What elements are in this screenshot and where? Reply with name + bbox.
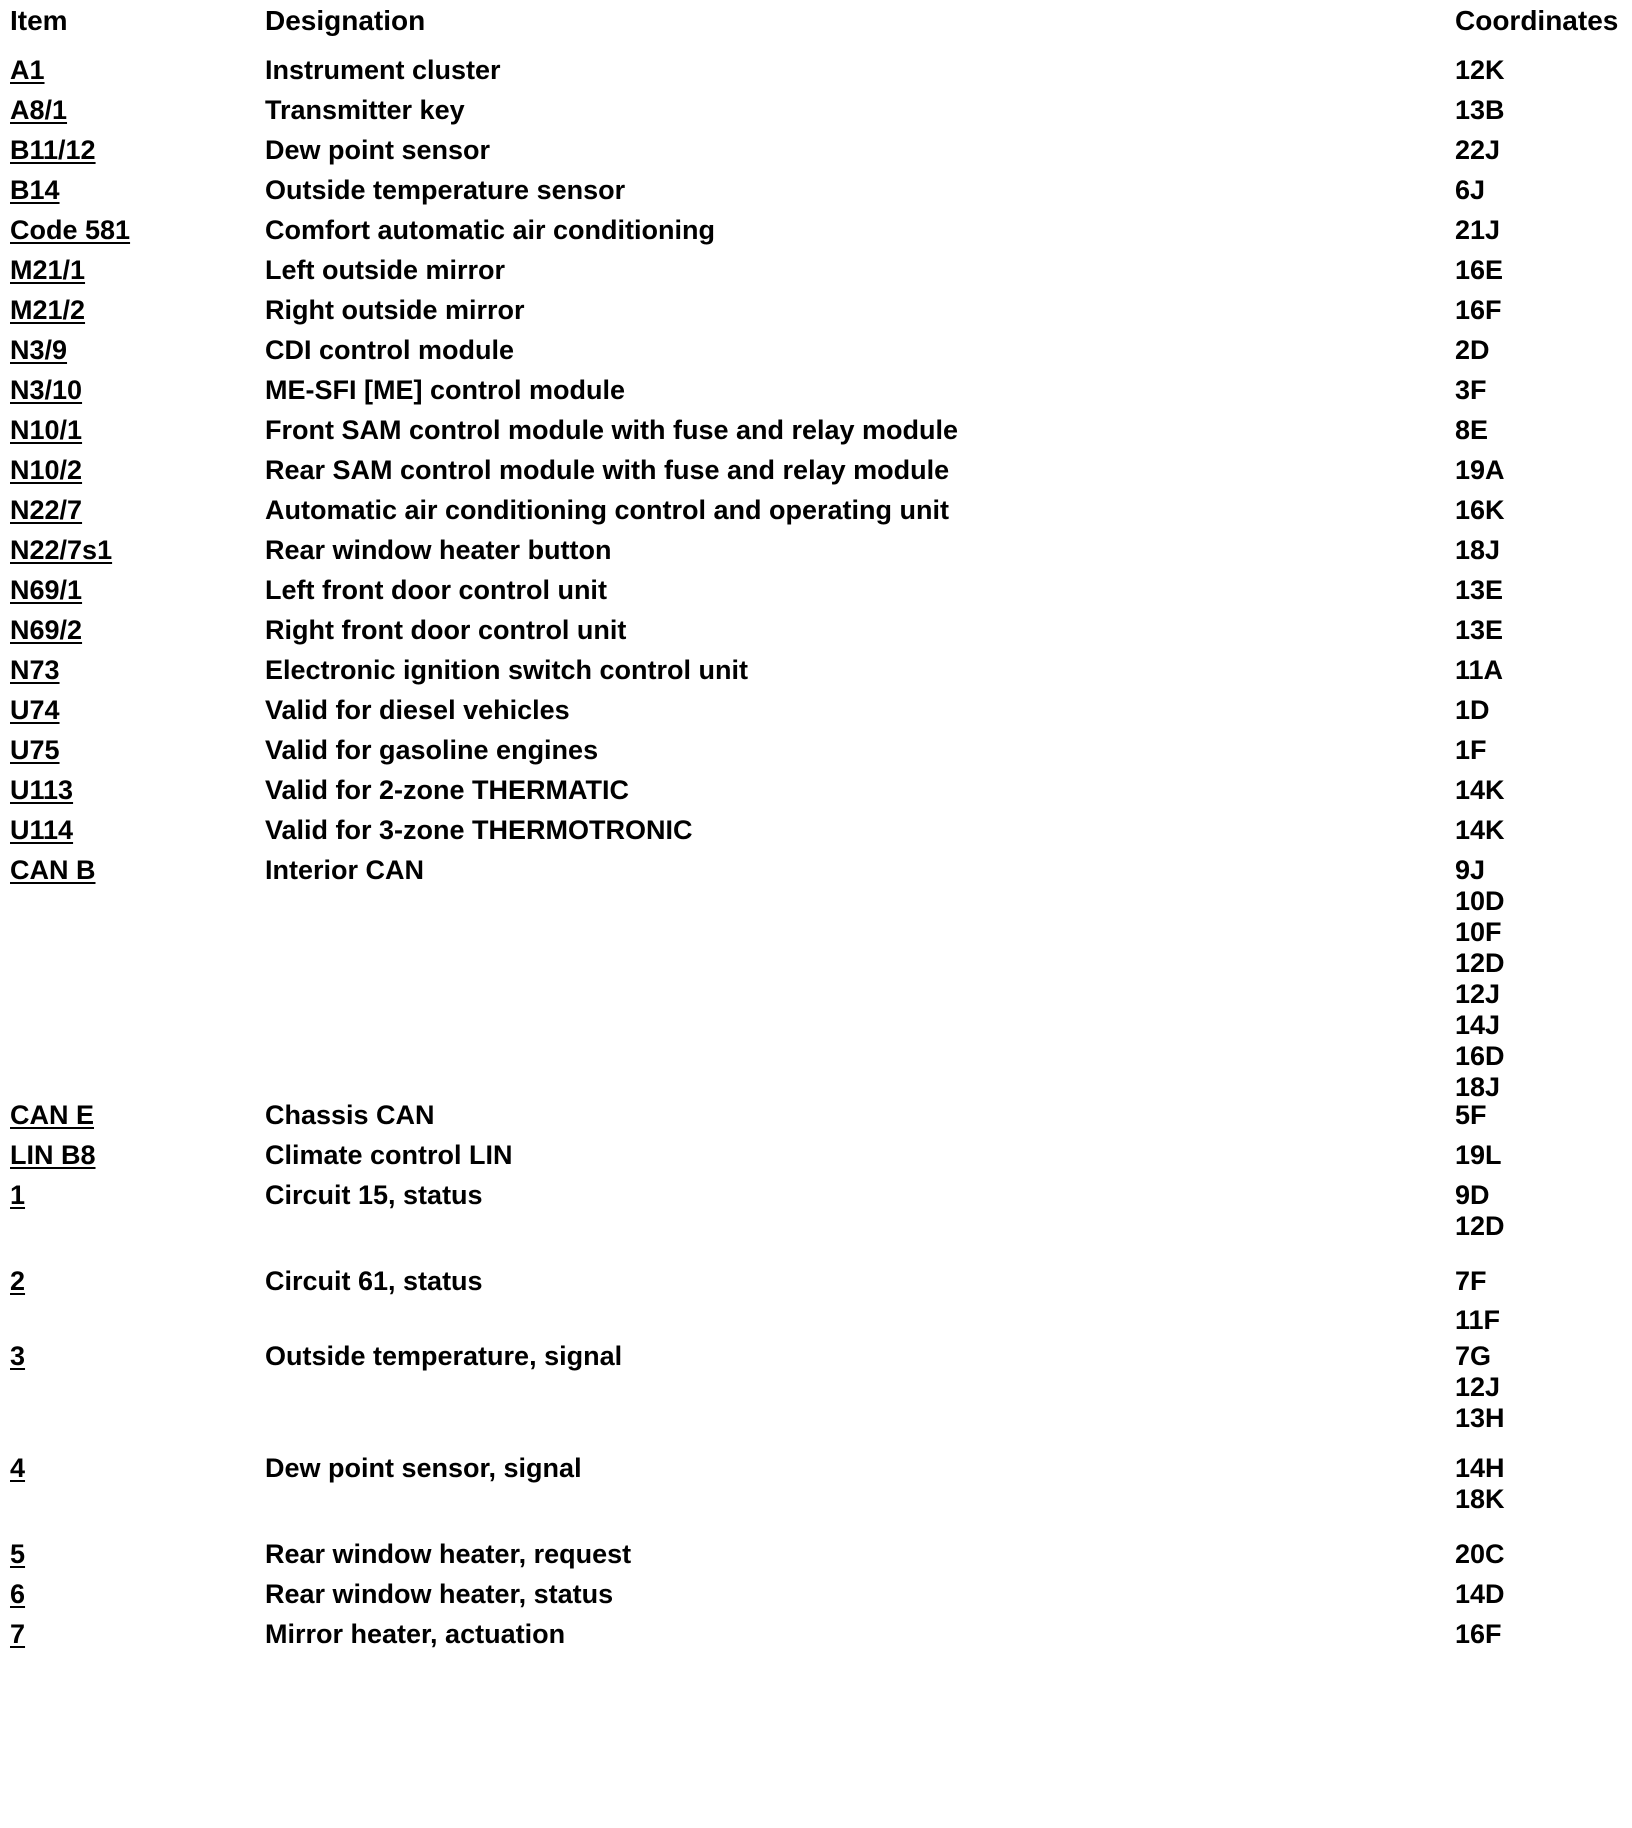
item-link[interactable]: B14 [10,175,60,205]
coordinates-cell [1455,1571,1625,1610]
designation-cell: Circuit 15, status [265,1180,483,1210]
item-link[interactable]: Code 581 [10,215,131,245]
coordinate-value: 12J [1455,1372,1501,1402]
coordinate-list [1455,87,1625,126]
coordinate-value: 7G [1455,1341,1492,1371]
coordinate-value: 13B [1455,95,1505,125]
designation-cell: Outside temperature, signal [265,1341,623,1371]
coordinate-value: 3F [1455,375,1487,405]
coordinate-value: 18J [1455,1072,1501,1102]
header-item: Item [10,5,68,36]
coordinates-cell [1455,647,1625,686]
designation-cell: Chassis CAN [265,1100,435,1130]
designation-cell: Left front door control unit [265,575,607,605]
item-link[interactable]: N3/9 [10,335,68,365]
coordinates-cell [1455,1132,1625,1171]
header-designation: Designation [265,5,426,36]
coordinate-list [1455,1092,1625,1131]
designation-cell: Rear window heater button [265,535,612,565]
coordinates-cell [1455,87,1625,126]
table-row [0,207,1632,247]
coordinate-value: 13E [1455,575,1504,605]
coordinate-list [1455,727,1625,766]
designation-cell: Comfort automatic air conditioning [265,215,715,245]
designation-cell: Dew point sensor [265,135,491,165]
coordinate-value: 14K [1455,815,1505,845]
item-link[interactable]: N22/7s1 [10,535,113,565]
item-link[interactable]: N10/1 [10,415,83,445]
designation-cell: Valid for 3-zone THERMOTRONIC [265,815,693,845]
coordinate-list [1455,447,1625,486]
table-row [0,47,1632,87]
designation-cell: Mirror heater, actuation [265,1619,566,1649]
table-row [0,1333,1632,1445]
designation-cell: Rear window heater, request [265,1539,632,1569]
designation-cell: Climate control LIN [265,1140,513,1170]
designation-cell: Interior CAN [265,855,425,885]
item-link[interactable]: N69/2 [10,615,83,645]
designation-cell: Instrument cluster [265,55,501,85]
coordinate-value: 20C [1455,1539,1505,1569]
designation-cell: Left outside mirror [265,255,506,285]
coordinate-list [1455,1445,1625,1515]
coordinate-value: 12D [1455,1211,1505,1241]
item-link[interactable]: LIN B8 [10,1140,96,1170]
coordinate-value: 13H [1455,1403,1505,1433]
item-link[interactable]: N73 [10,655,60,685]
coordinates-cell [1455,167,1625,206]
designation-cell: Electronic ignition switch control unit [265,655,749,685]
table-row [0,847,1632,1102]
table-row [0,487,1632,527]
table-row [0,327,1632,367]
coordinate-list [1455,607,1625,646]
item-cell [0,1333,265,1380]
coordinate-list [1455,1333,1625,1434]
item-link[interactable]: U75 [10,735,60,765]
coordinates-cell [1455,767,1625,806]
coordinates-cell [1455,1172,1625,1242]
coordinate-value: 16K [1455,495,1505,525]
coordinate-value: 12J [1455,979,1501,1009]
coordinate-value: 2D [1455,335,1490,365]
designation-cell: Outside temperature sensor [265,175,626,205]
designation-cell: Transmitter key [265,95,465,125]
item-cell [0,1611,265,1658]
coordinate-list [1455,807,1625,846]
item-link[interactable]: 3 [10,1341,26,1371]
designation-cell: Valid for diesel vehicles [265,695,570,725]
table-row [0,1445,1632,1531]
table-row [0,1172,1632,1258]
item-link[interactable]: N10/2 [10,455,83,485]
coordinates-cell [1455,567,1625,606]
coordinate-list [1455,527,1625,566]
item-link[interactable]: 1 [10,1180,26,1210]
coordinate-value: 8E [1455,415,1489,445]
table-row [0,1258,1632,1333]
coordinate-list [1455,647,1625,686]
coordinate-list [1455,487,1625,526]
coordinates-cell [1455,1092,1625,1131]
coordinates-cell [1455,807,1625,846]
coordinate-list [1455,567,1625,606]
coordinate-value: 6J [1455,175,1486,205]
coordinate-list [1455,847,1625,1103]
coordinate-value: 1D [1455,695,1490,725]
coordinate-value: 21J [1455,215,1501,245]
coordinate-value: 18K [1455,1484,1505,1514]
coordinates-cell [1455,47,1625,86]
table-row [0,607,1632,647]
coordinate-value: 11A [1455,655,1504,685]
coordinate-value: 14H [1455,1453,1505,1483]
table-row [0,1132,1632,1172]
coordinates-cell [1455,127,1625,166]
item-link[interactable]: U114 [10,815,74,845]
designation-cell: Valid for 2-zone THERMATIC [265,775,630,805]
table-row [0,1571,1632,1611]
item-link[interactable]: M21/2 [10,295,86,325]
designation-cell: Dew point sensor, signal [265,1453,582,1483]
coordinate-list [1455,1611,1625,1650]
coordinate-list [1455,1258,1625,1336]
coordinate-value: 14D [1455,1579,1505,1609]
coordinate-list [1455,207,1625,246]
coordinates-cell [1455,407,1625,446]
designation-cell: Right front door control unit [265,615,627,645]
coordinate-list [1455,287,1625,326]
item-link[interactable]: U74 [10,695,60,725]
item-link[interactable]: B11/12 [10,135,96,165]
table-row [0,807,1632,847]
coordinate-list [1455,767,1625,806]
table-row [0,407,1632,447]
coordinate-value: 7F [1455,1266,1487,1296]
coordinates-cell [1455,367,1625,406]
coordinate-value: 16D [1455,1041,1505,1071]
designation-cell: ME-SFI [ME] control module [265,375,625,405]
coordinates-cell [1455,527,1625,566]
coordinate-value: 11F [1455,1305,1501,1335]
coordinate-list [1455,47,1625,86]
table-row [0,527,1632,567]
coordinate-list [1455,247,1625,286]
item-link[interactable]: 5 [10,1539,26,1569]
item-cell [0,1445,265,1492]
item-link[interactable]: 7 [10,1619,26,1649]
coordinate-value: 10F [1455,917,1502,947]
item-link[interactable]: A1 [10,55,45,85]
item-link[interactable]: U113 [10,775,74,805]
coordinate-value: 13E [1455,615,1504,645]
coordinate-value: 9D [1455,1180,1490,1210]
coordinate-value: 16F [1455,1619,1502,1649]
coordinate-value: 14J [1455,1010,1501,1040]
designation-cell: Rear SAM control module with fuse and relay module [265,455,950,485]
coordinate-list [1455,1531,1625,1570]
coordinates-cell [1455,1531,1625,1570]
coordinate-value: 19L [1455,1140,1502,1170]
coordinate-value: 12K [1455,55,1505,85]
coordinate-value: 12D [1455,948,1505,978]
coordinate-list [1455,367,1625,406]
coordinates-cell [1455,1258,1625,1336]
item-link[interactable]: 4 [10,1453,26,1483]
coordinate-value: 14K [1455,775,1505,805]
table-row [0,767,1632,807]
coordinate-list [1455,407,1625,446]
coordinates-cell [1455,687,1625,726]
coordinates-cell [1455,727,1625,766]
table-row [0,287,1632,327]
coordinate-value: 1F [1455,735,1487,765]
coordinate-list [1455,1571,1625,1610]
table-row [0,87,1632,127]
table-row [0,1611,1632,1651]
item-link[interactable]: CAN E [10,1100,95,1130]
designation-cell: Rear window heater, status [265,1579,614,1609]
table-row [0,247,1632,287]
designation-cell: Automatic air conditioning control and operating unit [265,495,949,525]
item-link[interactable]: N69/1 [10,575,83,605]
table-header-row [0,0,1632,47]
table-body [0,47,1632,1651]
coordinate-value: 5F [1455,1100,1487,1130]
coordinates-cell [1455,327,1625,366]
item-link[interactable]: A8/1 [10,95,68,125]
designation-cell: Right outside mirror [265,295,525,325]
coordinates-cell [1455,487,1625,526]
coordinates-cell [1455,1611,1625,1650]
coordinates-cell [1455,447,1625,486]
item-cell [0,1258,265,1305]
coordinate-value: 22J [1455,135,1501,165]
coordinate-value: 16F [1455,295,1502,325]
item-link[interactable]: 2 [10,1266,26,1296]
coordinate-value: 16E [1455,255,1504,285]
item-cell [0,1172,265,1219]
designation-cell: Circuit 61, status [265,1266,483,1296]
designation-cell: CDI control module [265,335,514,365]
designation-cell: Valid for gasoline engines [265,735,599,765]
header-coordinates: Coordinates [1455,5,1619,36]
coordinates-cell [1455,1445,1625,1515]
table-row [0,127,1632,167]
coordinates-cell [1455,1333,1625,1434]
table-row [0,727,1632,767]
table-row [0,567,1632,607]
coordinate-value: 19A [1455,455,1505,485]
item-cell [0,847,265,894]
item-link[interactable]: CAN B [10,855,96,885]
table-row [0,1531,1632,1571]
coordinate-value: 9J [1455,855,1486,885]
table-row [0,1092,1632,1132]
coordinates-cell [1455,247,1625,286]
table-row [0,367,1632,407]
coordinates-cell [1455,607,1625,646]
item-link[interactable]: N22/7 [10,495,83,525]
item-link[interactable]: 6 [10,1579,26,1609]
coordinate-list [1455,1132,1625,1171]
designation-cell: Front SAM control module with fuse and relay module [265,415,959,445]
coordinate-list [1455,167,1625,206]
table-row [0,687,1632,727]
coordinate-list [1455,127,1625,166]
coordinates-cell [1455,847,1625,1103]
coordinate-value: 10D [1455,886,1505,916]
item-link[interactable]: N3/10 [10,375,83,405]
table-row [0,447,1632,487]
coordinate-list [1455,1172,1625,1242]
table-row [0,647,1632,687]
coordinate-value: 18J [1455,535,1501,565]
coordinate-list [1455,327,1625,366]
coordinates-cell [1455,287,1625,326]
coordinate-list [1455,687,1625,726]
item-link[interactable]: M21/1 [10,255,86,285]
table-row [0,167,1632,207]
coordinates-cell [1455,207,1625,246]
